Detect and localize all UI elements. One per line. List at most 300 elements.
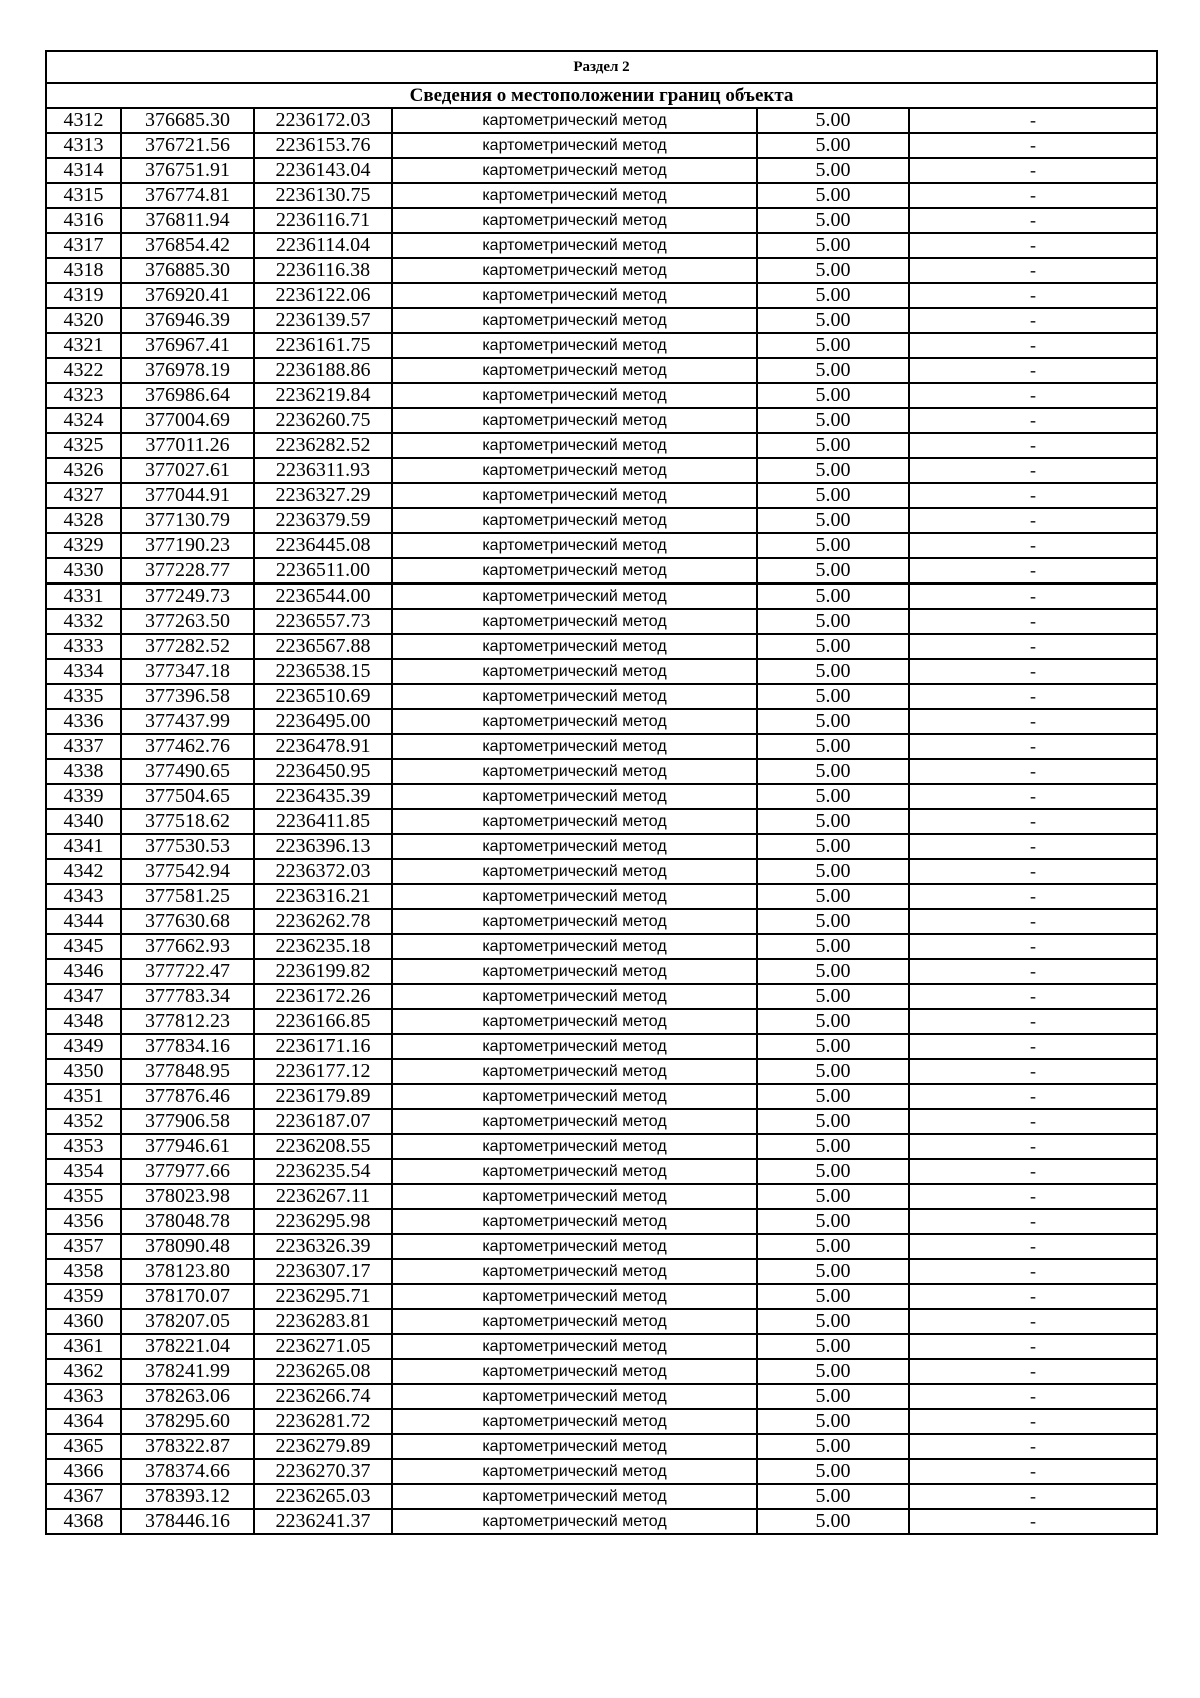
description-cell: - — [909, 458, 1157, 483]
x-coordinate-cell: 376685.30 — [121, 108, 254, 133]
y-coordinate-cell: 2236271.05 — [254, 1334, 392, 1359]
point-number-cell: 4319 — [46, 283, 121, 308]
method-cell: картометрический метод — [392, 884, 757, 909]
x-coordinate-cell: 377282.52 — [121, 634, 254, 659]
description-cell: - — [909, 308, 1157, 333]
method-cell: картометрический метод — [392, 408, 757, 433]
table-row — [46, 584, 1157, 610]
accuracy-cell: 5.00 — [757, 1234, 909, 1259]
description-cell: - — [909, 709, 1157, 734]
method-cell: картометрический метод — [392, 1059, 757, 1084]
y-coordinate-cell: 2236445.08 — [254, 533, 392, 558]
table-row — [46, 1434, 1157, 1459]
y-coordinate-cell: 2236267.11 — [254, 1184, 392, 1209]
method-cell: картометрический метод — [392, 233, 757, 258]
y-coordinate-cell: 2236208.55 — [254, 1134, 392, 1159]
x-coordinate-cell: 377812.23 — [121, 1009, 254, 1034]
table-row — [46, 233, 1157, 258]
accuracy-cell: 5.00 — [757, 684, 909, 709]
accuracy-cell: 5.00 — [757, 1459, 909, 1484]
method-cell: картометрический метод — [392, 1334, 757, 1359]
description-cell: - — [909, 258, 1157, 283]
method-cell: картометрический метод — [392, 1159, 757, 1184]
y-coordinate-cell: 2236116.38 — [254, 258, 392, 283]
x-coordinate-cell: 377906.58 — [121, 1109, 254, 1134]
x-coordinate-cell: 377542.94 — [121, 859, 254, 884]
accuracy-cell: 5.00 — [757, 1159, 909, 1184]
point-number-cell: 4362 — [46, 1359, 121, 1384]
point-number-cell: 4352 — [46, 1109, 121, 1134]
accuracy-cell: 5.00 — [757, 308, 909, 333]
y-coordinate-cell: 2236295.98 — [254, 1209, 392, 1234]
table-row — [46, 734, 1157, 759]
accuracy-cell: 5.00 — [757, 1184, 909, 1209]
x-coordinate-cell: 377834.16 — [121, 1034, 254, 1059]
y-coordinate-cell: 2236143.04 — [254, 158, 392, 183]
accuracy-cell: 5.00 — [757, 408, 909, 433]
table-row — [46, 1084, 1157, 1109]
description-cell: - — [909, 1484, 1157, 1509]
method-cell: картометрический метод — [392, 1084, 757, 1109]
table-row — [46, 634, 1157, 659]
method-cell: картометрический метод — [392, 508, 757, 533]
point-number-cell: 4365 — [46, 1434, 121, 1459]
y-coordinate-cell: 2236327.29 — [254, 483, 392, 508]
accuracy-cell: 5.00 — [757, 834, 909, 859]
description-cell: - — [909, 1209, 1157, 1234]
point-number-cell: 4318 — [46, 258, 121, 283]
accuracy-cell: 5.00 — [757, 533, 909, 558]
table-row — [46, 934, 1157, 959]
x-coordinate-cell: 378170.07 — [121, 1284, 254, 1309]
y-coordinate-cell: 2236511.00 — [254, 558, 392, 584]
accuracy-cell: 5.00 — [757, 433, 909, 458]
accuracy-cell: 5.00 — [757, 1434, 909, 1459]
y-coordinate-cell: 2236235.54 — [254, 1159, 392, 1184]
accuracy-cell: 5.00 — [757, 333, 909, 358]
y-coordinate-cell: 2236116.71 — [254, 208, 392, 233]
table-row — [46, 1159, 1157, 1184]
accuracy-cell: 5.00 — [757, 1284, 909, 1309]
table-row — [46, 1509, 1157, 1534]
y-coordinate-cell: 2236396.13 — [254, 834, 392, 859]
description-cell: - — [909, 984, 1157, 1009]
point-number-cell: 4328 — [46, 508, 121, 533]
method-cell: картометрический метод — [392, 1209, 757, 1234]
y-coordinate-cell: 2236172.26 — [254, 984, 392, 1009]
description-cell: - — [909, 784, 1157, 809]
point-number-cell: 4341 — [46, 834, 121, 859]
x-coordinate-cell: 377263.50 — [121, 609, 254, 634]
x-coordinate-cell: 377011.26 — [121, 433, 254, 458]
method-cell: картометрический метод — [392, 1409, 757, 1434]
accuracy-cell: 5.00 — [757, 1359, 909, 1384]
y-coordinate-cell: 2236266.74 — [254, 1384, 392, 1409]
description-cell: - — [909, 1284, 1157, 1309]
description-cell: - — [909, 1509, 1157, 1534]
point-number-cell: 4313 — [46, 133, 121, 158]
point-number-cell: 4314 — [46, 158, 121, 183]
method-cell: картометрический метод — [392, 1359, 757, 1384]
description-cell: - — [909, 108, 1157, 133]
description-cell: - — [909, 533, 1157, 558]
point-number-cell: 4366 — [46, 1459, 121, 1484]
x-coordinate-cell: 377347.18 — [121, 659, 254, 684]
description-cell: - — [909, 408, 1157, 433]
table-row — [46, 383, 1157, 408]
point-number-cell: 4344 — [46, 909, 121, 934]
description-cell: - — [909, 1059, 1157, 1084]
accuracy-cell: 5.00 — [757, 1409, 909, 1434]
point-number-cell: 4336 — [46, 709, 121, 734]
y-coordinate-cell: 2236282.52 — [254, 433, 392, 458]
method-cell: картометрический метод — [392, 1234, 757, 1259]
point-number-cell: 4359 — [46, 1284, 121, 1309]
point-number-cell: 4351 — [46, 1084, 121, 1109]
accuracy-cell: 5.00 — [757, 458, 909, 483]
point-number-cell: 4332 — [46, 609, 121, 634]
accuracy-cell: 5.00 — [757, 984, 909, 1009]
method-cell: картометрический метод — [392, 1134, 757, 1159]
accuracy-cell: 5.00 — [757, 1209, 909, 1234]
y-coordinate-cell: 2236241.37 — [254, 1509, 392, 1534]
table-row — [46, 859, 1157, 884]
x-coordinate-cell: 377027.61 — [121, 458, 254, 483]
method-cell: картометрический метод — [392, 433, 757, 458]
point-number-cell: 4334 — [46, 659, 121, 684]
description-cell: - — [909, 809, 1157, 834]
method-cell: картометрический метод — [392, 383, 757, 408]
method-cell: картометрический метод — [392, 1259, 757, 1284]
description-cell: - — [909, 358, 1157, 383]
method-cell: картометрический метод — [392, 1309, 757, 1334]
method-cell: картометрический метод — [392, 959, 757, 984]
x-coordinate-cell: 376978.19 — [121, 358, 254, 383]
table-row — [46, 133, 1157, 158]
table-row — [46, 1184, 1157, 1209]
accuracy-cell: 5.00 — [757, 1109, 909, 1134]
table-row — [46, 158, 1157, 183]
y-coordinate-cell: 2236265.03 — [254, 1484, 392, 1509]
description-cell: - — [909, 1159, 1157, 1184]
table-row — [46, 458, 1157, 483]
description-cell: - — [909, 609, 1157, 634]
method-cell: картометрический метод — [392, 133, 757, 158]
description-cell: - — [909, 884, 1157, 909]
point-number-cell: 4347 — [46, 984, 121, 1009]
method-cell: картометрический метод — [392, 1284, 757, 1309]
x-coordinate-cell: 377490.65 — [121, 759, 254, 784]
method-cell: картометрический метод — [392, 1509, 757, 1534]
x-coordinate-cell: 377462.76 — [121, 734, 254, 759]
x-coordinate-cell: 377630.68 — [121, 909, 254, 934]
method-cell: картометрический метод — [392, 584, 757, 610]
method-cell: картометрический метод — [392, 1009, 757, 1034]
description-cell: - — [909, 959, 1157, 984]
description-cell: - — [909, 1009, 1157, 1034]
table-row — [46, 1384, 1157, 1409]
accuracy-cell: 5.00 — [757, 233, 909, 258]
y-coordinate-cell: 2236372.03 — [254, 859, 392, 884]
accuracy-cell: 5.00 — [757, 959, 909, 984]
x-coordinate-cell: 378048.78 — [121, 1209, 254, 1234]
accuracy-cell: 5.00 — [757, 183, 909, 208]
method-cell: картометрический метод — [392, 1034, 757, 1059]
x-coordinate-cell: 377396.58 — [121, 684, 254, 709]
accuracy-cell: 5.00 — [757, 1509, 909, 1534]
point-number-cell: 4348 — [46, 1009, 121, 1034]
y-coordinate-cell: 2236311.93 — [254, 458, 392, 483]
method-cell: картометрический метод — [392, 634, 757, 659]
accuracy-cell: 5.00 — [757, 108, 909, 133]
accuracy-cell: 5.00 — [757, 483, 909, 508]
point-number-cell: 4361 — [46, 1334, 121, 1359]
table-row — [46, 258, 1157, 283]
x-coordinate-cell: 378295.60 — [121, 1409, 254, 1434]
point-number-cell: 4335 — [46, 684, 121, 709]
method-cell: картометрический метод — [392, 358, 757, 383]
coordinates-table — [45, 50, 1158, 1535]
x-coordinate-cell: 378374.66 — [121, 1459, 254, 1484]
section-label: Раздел 2 — [46, 51, 1157, 83]
y-coordinate-cell: 2236139.57 — [254, 308, 392, 333]
table-row — [46, 1284, 1157, 1309]
x-coordinate-cell: 378393.12 — [121, 1484, 254, 1509]
method-cell: картометрический метод — [392, 859, 757, 884]
x-coordinate-cell: 376854.42 — [121, 233, 254, 258]
y-coordinate-cell: 2236281.72 — [254, 1409, 392, 1434]
section-title-row — [46, 83, 1157, 108]
point-number-cell: 4368 — [46, 1509, 121, 1534]
point-number-cell: 4312 — [46, 108, 121, 133]
table-row — [46, 1059, 1157, 1084]
table-row — [46, 1409, 1157, 1434]
method-cell: картометрический метод — [392, 183, 757, 208]
accuracy-cell: 5.00 — [757, 659, 909, 684]
y-coordinate-cell: 2236219.84 — [254, 383, 392, 408]
point-number-cell: 4360 — [46, 1309, 121, 1334]
description-cell: - — [909, 1109, 1157, 1134]
method-cell: картометрический метод — [392, 308, 757, 333]
point-number-cell: 4325 — [46, 433, 121, 458]
point-number-cell: 4356 — [46, 1209, 121, 1234]
table-row — [46, 533, 1157, 558]
description-cell: - — [909, 659, 1157, 684]
description-cell: - — [909, 684, 1157, 709]
point-number-cell: 4327 — [46, 483, 121, 508]
point-number-cell: 4350 — [46, 1059, 121, 1084]
x-coordinate-cell: 376721.56 — [121, 133, 254, 158]
table-row — [46, 108, 1157, 133]
accuracy-cell: 5.00 — [757, 158, 909, 183]
y-coordinate-cell: 2236265.08 — [254, 1359, 392, 1384]
table-row — [46, 1484, 1157, 1509]
y-coordinate-cell: 2236270.37 — [254, 1459, 392, 1484]
description-cell: - — [909, 1184, 1157, 1209]
y-coordinate-cell: 2236478.91 — [254, 734, 392, 759]
accuracy-cell: 5.00 — [757, 634, 909, 659]
method-cell: картометрический метод — [392, 734, 757, 759]
table-row — [46, 1259, 1157, 1284]
description-cell: - — [909, 208, 1157, 233]
point-number-cell: 4343 — [46, 884, 121, 909]
y-coordinate-cell: 2236166.85 — [254, 1009, 392, 1034]
accuracy-cell: 5.00 — [757, 558, 909, 584]
description-cell: - — [909, 383, 1157, 408]
description-cell: - — [909, 1309, 1157, 1334]
table-row — [46, 408, 1157, 433]
point-number-cell: 4358 — [46, 1259, 121, 1284]
description-cell: - — [909, 1334, 1157, 1359]
x-coordinate-cell: 377437.99 — [121, 709, 254, 734]
point-number-cell: 4326 — [46, 458, 121, 483]
method-cell: картометрический метод — [392, 283, 757, 308]
description-cell: - — [909, 909, 1157, 934]
table-row — [46, 909, 1157, 934]
point-number-cell: 4364 — [46, 1409, 121, 1434]
section-title: Сведения о местоположении границ объекта — [46, 83, 1157, 108]
y-coordinate-cell: 2236326.39 — [254, 1234, 392, 1259]
x-coordinate-cell: 376811.94 — [121, 208, 254, 233]
x-coordinate-cell: 377518.62 — [121, 809, 254, 834]
x-coordinate-cell: 376885.30 — [121, 258, 254, 283]
description-cell: - — [909, 634, 1157, 659]
table-row — [46, 809, 1157, 834]
description-cell: - — [909, 333, 1157, 358]
method-cell: картометрический метод — [392, 533, 757, 558]
table-row — [46, 208, 1157, 233]
point-number-cell: 4315 — [46, 183, 121, 208]
description-cell: - — [909, 1434, 1157, 1459]
x-coordinate-cell: 377004.69 — [121, 408, 254, 433]
accuracy-cell: 5.00 — [757, 383, 909, 408]
y-coordinate-cell: 2236450.95 — [254, 759, 392, 784]
table-row — [46, 959, 1157, 984]
table-row — [46, 483, 1157, 508]
table-row — [46, 684, 1157, 709]
description-cell: - — [909, 158, 1157, 183]
description-cell: - — [909, 133, 1157, 158]
x-coordinate-cell: 378322.87 — [121, 1434, 254, 1459]
y-coordinate-cell: 2236179.89 — [254, 1084, 392, 1109]
accuracy-cell: 5.00 — [757, 283, 909, 308]
accuracy-cell: 5.00 — [757, 1484, 909, 1509]
y-coordinate-cell: 2236177.12 — [254, 1059, 392, 1084]
y-coordinate-cell: 2236411.85 — [254, 809, 392, 834]
method-cell: картометрический метод — [392, 909, 757, 934]
point-number-cell: 4330 — [46, 558, 121, 584]
x-coordinate-cell: 377530.53 — [121, 834, 254, 859]
method-cell: картометрический метод — [392, 784, 757, 809]
y-coordinate-cell: 2236161.75 — [254, 333, 392, 358]
table-row — [46, 1034, 1157, 1059]
y-coordinate-cell: 2236316.21 — [254, 884, 392, 909]
description-cell: - — [909, 1134, 1157, 1159]
y-coordinate-cell: 2236557.73 — [254, 609, 392, 634]
x-coordinate-cell: 376967.41 — [121, 333, 254, 358]
x-coordinate-cell: 377228.77 — [121, 558, 254, 584]
point-number-cell: 4320 — [46, 308, 121, 333]
x-coordinate-cell: 377504.65 — [121, 784, 254, 809]
x-coordinate-cell: 378123.80 — [121, 1259, 254, 1284]
x-coordinate-cell: 376946.39 — [121, 308, 254, 333]
method-cell: картометрический метод — [392, 1434, 757, 1459]
x-coordinate-cell: 378446.16 — [121, 1509, 254, 1534]
point-number-cell: 4357 — [46, 1234, 121, 1259]
y-coordinate-cell: 2236495.00 — [254, 709, 392, 734]
method-cell: картометрический метод — [392, 208, 757, 233]
table-row — [46, 1209, 1157, 1234]
description-cell: - — [909, 834, 1157, 859]
accuracy-cell: 5.00 — [757, 734, 909, 759]
y-coordinate-cell: 2236172.03 — [254, 108, 392, 133]
table-row — [46, 834, 1157, 859]
y-coordinate-cell: 2236199.82 — [254, 959, 392, 984]
method-cell: картометрический метод — [392, 1384, 757, 1409]
accuracy-cell: 5.00 — [757, 1384, 909, 1409]
accuracy-cell: 5.00 — [757, 1134, 909, 1159]
x-coordinate-cell: 378263.06 — [121, 1384, 254, 1409]
x-coordinate-cell: 377977.66 — [121, 1159, 254, 1184]
accuracy-cell: 5.00 — [757, 1334, 909, 1359]
x-coordinate-cell: 378221.04 — [121, 1334, 254, 1359]
point-number-cell: 4322 — [46, 358, 121, 383]
y-coordinate-cell: 2236510.69 — [254, 684, 392, 709]
x-coordinate-cell: 378241.99 — [121, 1359, 254, 1384]
accuracy-cell: 5.00 — [757, 759, 909, 784]
y-coordinate-cell: 2236279.89 — [254, 1434, 392, 1459]
x-coordinate-cell: 377783.34 — [121, 984, 254, 1009]
x-coordinate-cell: 378023.98 — [121, 1184, 254, 1209]
x-coordinate-cell: 377946.61 — [121, 1134, 254, 1159]
x-coordinate-cell: 377876.46 — [121, 1084, 254, 1109]
accuracy-cell: 5.00 — [757, 709, 909, 734]
accuracy-cell: 5.00 — [757, 584, 909, 610]
accuracy-cell: 5.00 — [757, 859, 909, 884]
method-cell: картометрический метод — [392, 709, 757, 734]
method-cell: картометрический метод — [392, 158, 757, 183]
point-number-cell: 4342 — [46, 859, 121, 884]
point-number-cell: 4329 — [46, 533, 121, 558]
table-row — [46, 358, 1157, 383]
point-number-cell: 4349 — [46, 1034, 121, 1059]
y-coordinate-cell: 2236567.88 — [254, 634, 392, 659]
description-cell: - — [909, 283, 1157, 308]
y-coordinate-cell: 2236307.17 — [254, 1259, 392, 1284]
accuracy-cell: 5.00 — [757, 258, 909, 283]
table-row — [46, 1359, 1157, 1384]
y-coordinate-cell: 2236188.86 — [254, 358, 392, 383]
accuracy-cell: 5.00 — [757, 784, 909, 809]
point-number-cell: 4316 — [46, 208, 121, 233]
description-cell: - — [909, 483, 1157, 508]
description-cell: - — [909, 233, 1157, 258]
point-number-cell: 4346 — [46, 959, 121, 984]
description-cell: - — [909, 859, 1157, 884]
accuracy-cell: 5.00 — [757, 934, 909, 959]
y-coordinate-cell: 2236122.06 — [254, 283, 392, 308]
description-cell: - — [909, 1034, 1157, 1059]
table-row — [46, 759, 1157, 784]
section-label-row — [46, 51, 1157, 83]
description-cell: - — [909, 934, 1157, 959]
description-cell: - — [909, 759, 1157, 784]
table-row — [46, 659, 1157, 684]
y-coordinate-cell: 2236114.04 — [254, 233, 392, 258]
x-coordinate-cell: 376751.91 — [121, 158, 254, 183]
method-cell: картометрический метод — [392, 458, 757, 483]
description-cell: - — [909, 508, 1157, 533]
